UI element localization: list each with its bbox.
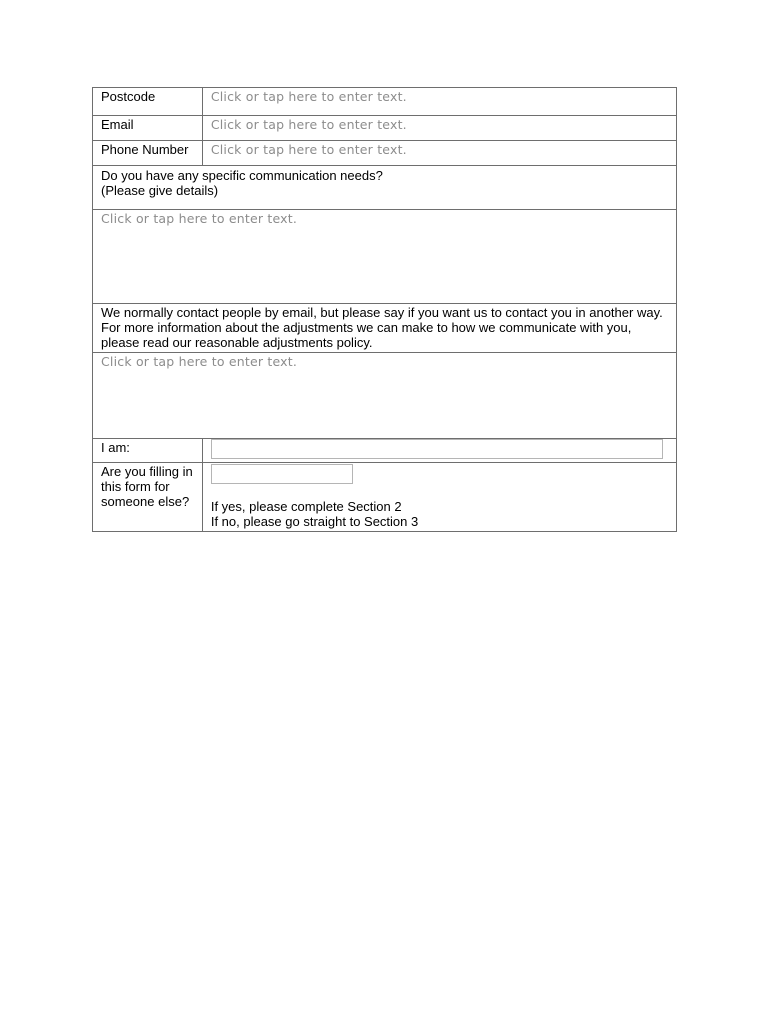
filling-no-note: If no, please go straight to Section 3 [210, 514, 419, 529]
contact-preference-answer-row [93, 353, 677, 439]
communication-question-line1: Do you have any specific communication needs? [101, 168, 383, 183]
contact-details-form [92, 87, 677, 532]
communication-question-line2: (Please give details) [101, 183, 219, 198]
email-field[interactable] [202, 116, 676, 141]
filling-for-someone-row [93, 463, 677, 532]
i-am-cell [202, 439, 676, 463]
contact-preference-placeholder[interactable]: Click or tap here to enter text. [101, 354, 298, 369]
email-label: Email [93, 116, 203, 141]
communication-needs-field[interactable] [93, 210, 677, 304]
i-am-row [93, 439, 677, 463]
communication-needs-placeholder[interactable]: Click or tap here to enter text. [101, 211, 298, 226]
filling-for-someone-cell [202, 463, 676, 532]
phone-label: Phone Number [93, 141, 203, 166]
postcode-field[interactable] [202, 88, 676, 116]
email-row [93, 116, 677, 141]
contact-preference-question: We normally contact people by email, but please say if you want us to contact you in another way. For more information about the adjustments we can make to how we communicate with you, please read our reasonable adjustments policy. [93, 304, 677, 353]
contact-preference-field[interactable] [93, 353, 677, 439]
communication-question-row [93, 166, 677, 210]
phone-field[interactable] [202, 141, 676, 166]
i-am-dropdown[interactable] [211, 439, 663, 459]
communication-question [93, 166, 677, 210]
i-am-label: I am: [93, 439, 203, 463]
email-placeholder[interactable]: Click or tap here to enter text. [210, 117, 407, 132]
phone-placeholder[interactable]: Click or tap here to enter text. [210, 142, 407, 157]
communication-answer-row [93, 210, 677, 304]
postcode-placeholder[interactable]: Click or tap here to enter text. [210, 89, 407, 104]
filling-yes-note: If yes, please complete Section 2 [210, 499, 402, 514]
filling-for-someone-label: Are you filling in this form for someone else? [93, 463, 203, 532]
filling-for-someone-dropdown[interactable] [211, 464, 353, 484]
phone-row [93, 141, 677, 166]
postcode-row [93, 88, 677, 116]
postcode-label: Postcode [93, 88, 203, 116]
contact-preference-question-row [93, 304, 677, 353]
